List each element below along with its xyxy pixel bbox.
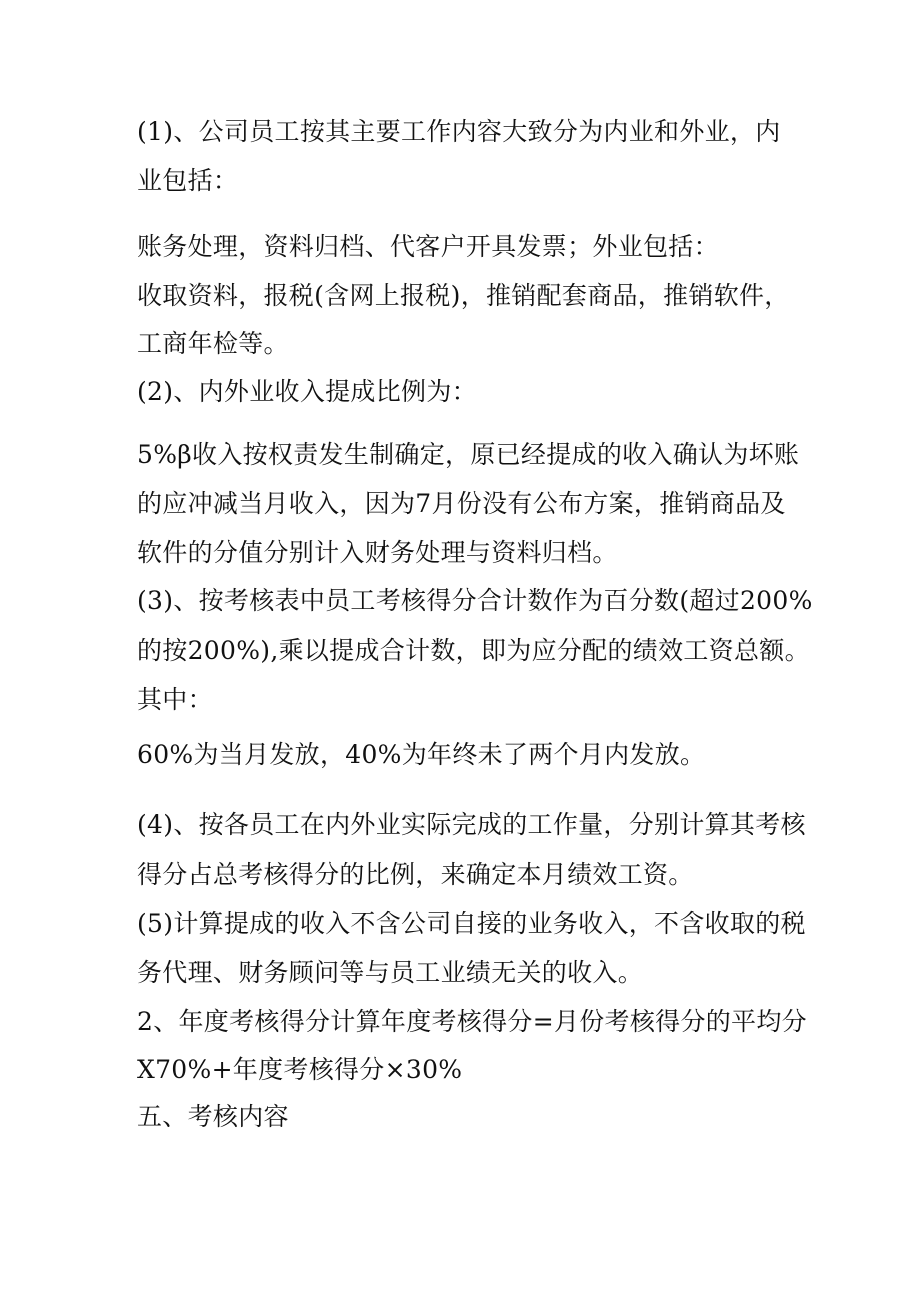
text-line: X70%+年度考核得分×30%: [137, 1055, 463, 1084]
text-line: 五、考核内容: [137, 1102, 289, 1131]
text-line: 60%为当月发放，40%为年终未了两个月内发放。: [137, 740, 706, 769]
text-line: (1)、公司员工按其主要工作内容大致分为内业和外业，内: [137, 117, 781, 146]
text-line: 账务处理，资料归档、代客户开具发票；外业包括：: [137, 232, 719, 261]
text-line: 软件的分值分别计入财务处理与资料归档。: [137, 538, 618, 567]
text-line: (3)、按考核表中员工考核得分合计数作为百分数(超过200%: [137, 586, 813, 615]
text-line: 务代理、财务顾问等与员工业绩无关的收入。: [137, 958, 644, 987]
text-line: 收取资料，报税(含网上报税)，推销配套商品，推销软件，: [137, 281, 790, 310]
text-line: 的应冲减当月收入，因为7月份没有公布方案，推销商品及: [137, 489, 786, 518]
text-line: (2)、内外业收入提成比例为：: [137, 377, 477, 406]
text-line: 的按200%),乘以提成合计数，即为应分配的绩效工资总额。: [137, 636, 810, 665]
text-line: 2、年度考核得分计算年度考核得分=月份考核得分的平均分: [137, 1007, 807, 1036]
text-line: 其中：: [137, 685, 213, 714]
text-line: (5)计算提成的收入不含公司自接的业务收入，不含收取的税: [137, 909, 806, 938]
text-line: 得分占总考核得分的比例，来确定本月绩效工资。: [137, 860, 694, 889]
text-line: 工商年检等。: [137, 329, 289, 358]
text-line: 5%β收入按权责发生制确定，原已经提成的收入确认为坏账: [137, 440, 800, 469]
text-line: (4)、按各员工在内外业实际完成的工作量，分别计算其考核: [137, 810, 806, 839]
text-line: 业包括：: [137, 166, 239, 195]
